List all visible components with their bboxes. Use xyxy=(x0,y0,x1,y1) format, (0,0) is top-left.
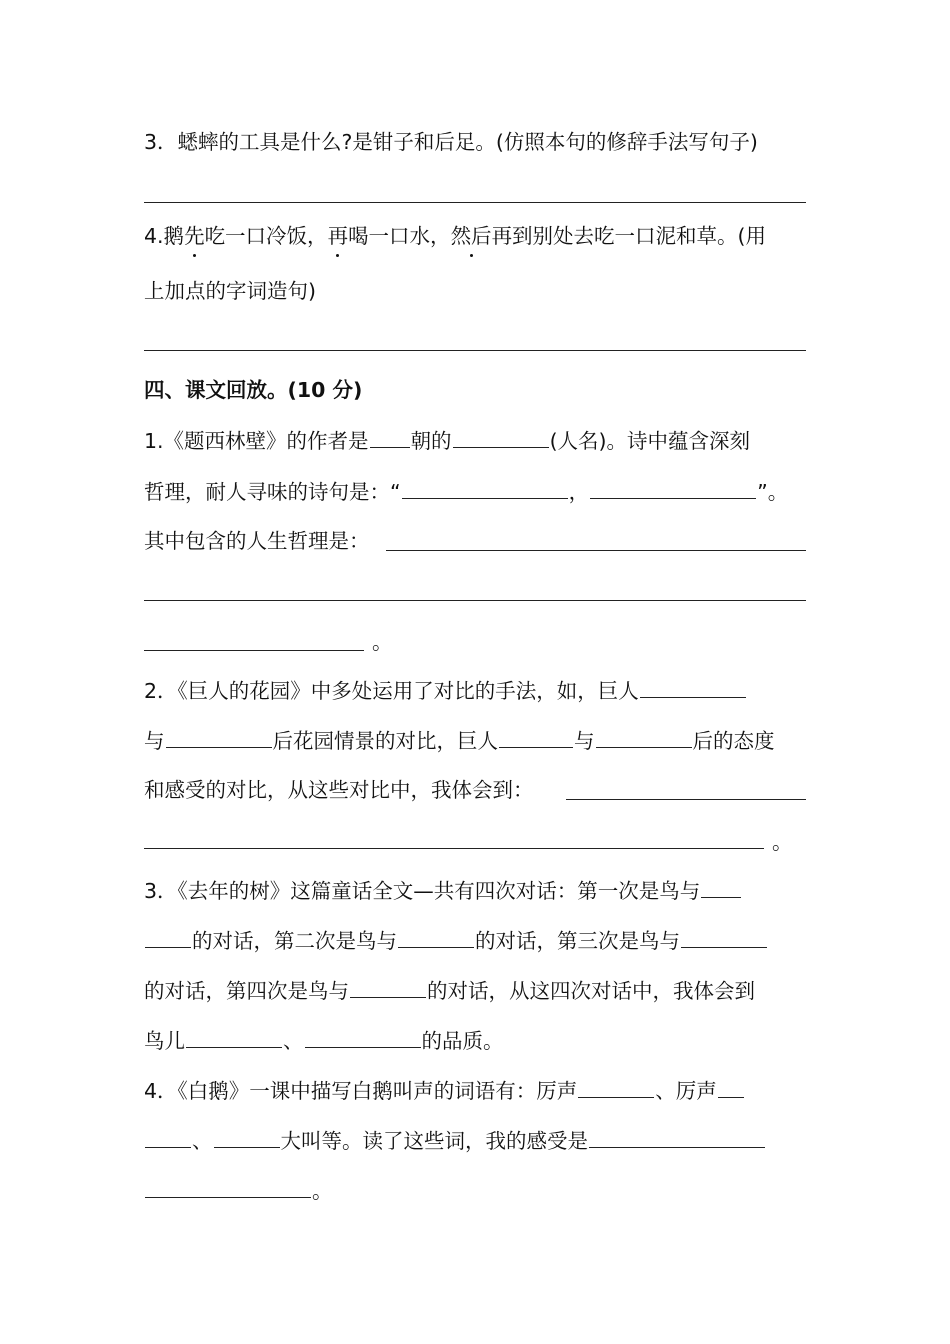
s4-q3-line4 xyxy=(144,1026,806,1055)
s4-q2-line1 xyxy=(144,676,806,705)
poem-line-1-blank[interactable] xyxy=(402,477,568,499)
s4-q1-text-6: 其中包含的人生哲理是： xyxy=(144,529,370,553)
s4-q2-text-5: 后的态度 xyxy=(692,729,775,753)
q3-answer-line[interactable] xyxy=(144,202,806,203)
q4-dotted-word-1: 先 xyxy=(184,224,205,248)
s4-q4-line2 xyxy=(144,1126,806,1155)
q3-rhetoric-prompt xyxy=(144,128,806,156)
q4-text-4: 再到别处去吃一口泥和草。(用 xyxy=(491,224,767,248)
s4-q3-text-4: 的对话，第四次是鸟与 xyxy=(144,979,349,1003)
s4-q1-text-3: (人名)。诗中蕴含深刻 xyxy=(549,429,751,453)
feeling-blank-1[interactable] xyxy=(589,1126,765,1148)
quality-1-blank[interactable] xyxy=(186,1026,282,1048)
s4-q2-end xyxy=(772,828,806,856)
cry-word-1-blank[interactable] xyxy=(578,1076,654,1098)
s4-q2-text-4: 与 xyxy=(574,729,595,753)
s4-q3-text-1: 3．《去年的树》这篇童话全文—共有四次对话：第一次是鸟与 xyxy=(144,879,701,903)
cry-word-2-blank-a[interactable] xyxy=(718,1076,744,1098)
insight-blank-2[interactable] xyxy=(144,848,764,849)
s4-q4-text-1: 4．《白鹅》一课中描写白鹅叫声的词语有：厉声 xyxy=(144,1079,578,1103)
q4-answer-line[interactable] xyxy=(144,350,806,351)
giant-attitude-2-blank[interactable] xyxy=(596,726,692,748)
s4-q2-line2 xyxy=(144,726,806,755)
cry-word-2-blank-b[interactable] xyxy=(145,1126,191,1148)
giant-state-1-blank[interactable] xyxy=(640,676,746,698)
q4-dotted-word-3: 然后 xyxy=(450,224,492,248)
q3-rhetoric-text: 3．蟋蟀的工具是什么?是钳子和后足。(仿照本句的修辞手法写句子) xyxy=(144,130,758,154)
philosophy-blank-3[interactable] xyxy=(144,650,364,651)
philosophy-blank-1[interactable] xyxy=(386,550,806,551)
dialogue-1-blank-a[interactable] xyxy=(701,876,741,898)
q4-text-5: 上加点的字词造句) xyxy=(144,279,316,303)
s4-q2-text-2: 与 xyxy=(144,729,165,753)
s4-q2-period: 。 xyxy=(772,830,793,854)
s4-q4-text-3: 、 xyxy=(192,1129,213,1153)
dynasty-blank[interactable] xyxy=(370,426,410,448)
section-heading-text: 四、课文回放。(10 分) xyxy=(144,378,363,402)
s4-q3-line1 xyxy=(144,876,806,905)
s4-q1-line2 xyxy=(144,477,806,506)
s4-q3-text-6: 鸟儿 xyxy=(144,1029,185,1053)
q4-dotted-word-2: 再 xyxy=(327,224,349,248)
dialogue-2-blank[interactable] xyxy=(398,926,474,948)
poem-line-2-blank[interactable] xyxy=(590,477,756,499)
s4-q4-line3 xyxy=(144,1176,806,1205)
s4-q4-period: 。 xyxy=(312,1179,333,1203)
cry-word-3-blank[interactable] xyxy=(214,1126,280,1148)
s4-q3-text-8: 的品质。 xyxy=(421,1029,504,1053)
s4-q3-line2 xyxy=(144,926,806,955)
s4-q4-line1 xyxy=(144,1076,806,1105)
philosophy-blank-2[interactable] xyxy=(144,600,806,601)
author-name-blank[interactable] xyxy=(453,426,549,448)
section-heading xyxy=(144,376,806,404)
s4-q3-text-5: 的对话，从这四次对话中，我体会到 xyxy=(427,979,755,1003)
s4-q3-text-7: 、 xyxy=(283,1029,304,1053)
q4-sentence-prompt-cont xyxy=(144,277,806,305)
s4-q2-text-3: 后花园情景的对比，巨人 xyxy=(272,729,498,753)
dialogue-1-blank-b[interactable] xyxy=(145,926,191,948)
giant-attitude-1-blank[interactable] xyxy=(499,726,573,748)
giant-state-2-blank[interactable] xyxy=(166,726,272,748)
s4-q3-text-2: 的对话，第二次是鸟与 xyxy=(192,929,397,953)
s4-q4-text-2: 、厉声 xyxy=(655,1079,717,1103)
dialogue-4-blank[interactable] xyxy=(350,976,426,998)
feeling-blank-2[interactable] xyxy=(145,1176,311,1198)
s4-q3-line3 xyxy=(144,976,806,1005)
s4-q1-text-4: 哲理，耐人寻味的诗句是：“ xyxy=(144,480,401,504)
s4-q1-end xyxy=(372,628,412,656)
quality-2-blank[interactable] xyxy=(305,1026,421,1048)
s4-q4-text-4: 大叫等。读了这些词，我的感受是 xyxy=(280,1129,588,1153)
q4-sentence-prompt xyxy=(144,222,806,250)
q4-text-1: 4.鹅 xyxy=(144,224,185,248)
dialogue-3-blank[interactable] xyxy=(681,926,767,948)
s4-q1-comma: ， xyxy=(568,480,590,504)
s4-q1-line1 xyxy=(144,426,806,455)
s4-q2-text-6: 和感受的对比，从这些对比中，我体会到： xyxy=(144,778,534,802)
s4-q1-period: 。 xyxy=(372,630,393,654)
insight-blank-1[interactable] xyxy=(566,799,806,800)
s4-q1-text-1: 1.《题西林壁》的作者是 xyxy=(144,429,369,453)
s4-q1-text-5: ”。 xyxy=(757,480,789,504)
s4-q1-text-2: 朝的 xyxy=(410,429,452,453)
q4-text-2: 吃一口冷饭， xyxy=(204,224,328,248)
s4-q3-text-3: 的对话，第三次是鸟与 xyxy=(475,929,680,953)
q4-text-3: 喝一口水， xyxy=(348,224,451,248)
s4-q2-text-1: 2．《巨人的花园》中多处运用了对比的手法，如，巨人 xyxy=(144,679,639,703)
